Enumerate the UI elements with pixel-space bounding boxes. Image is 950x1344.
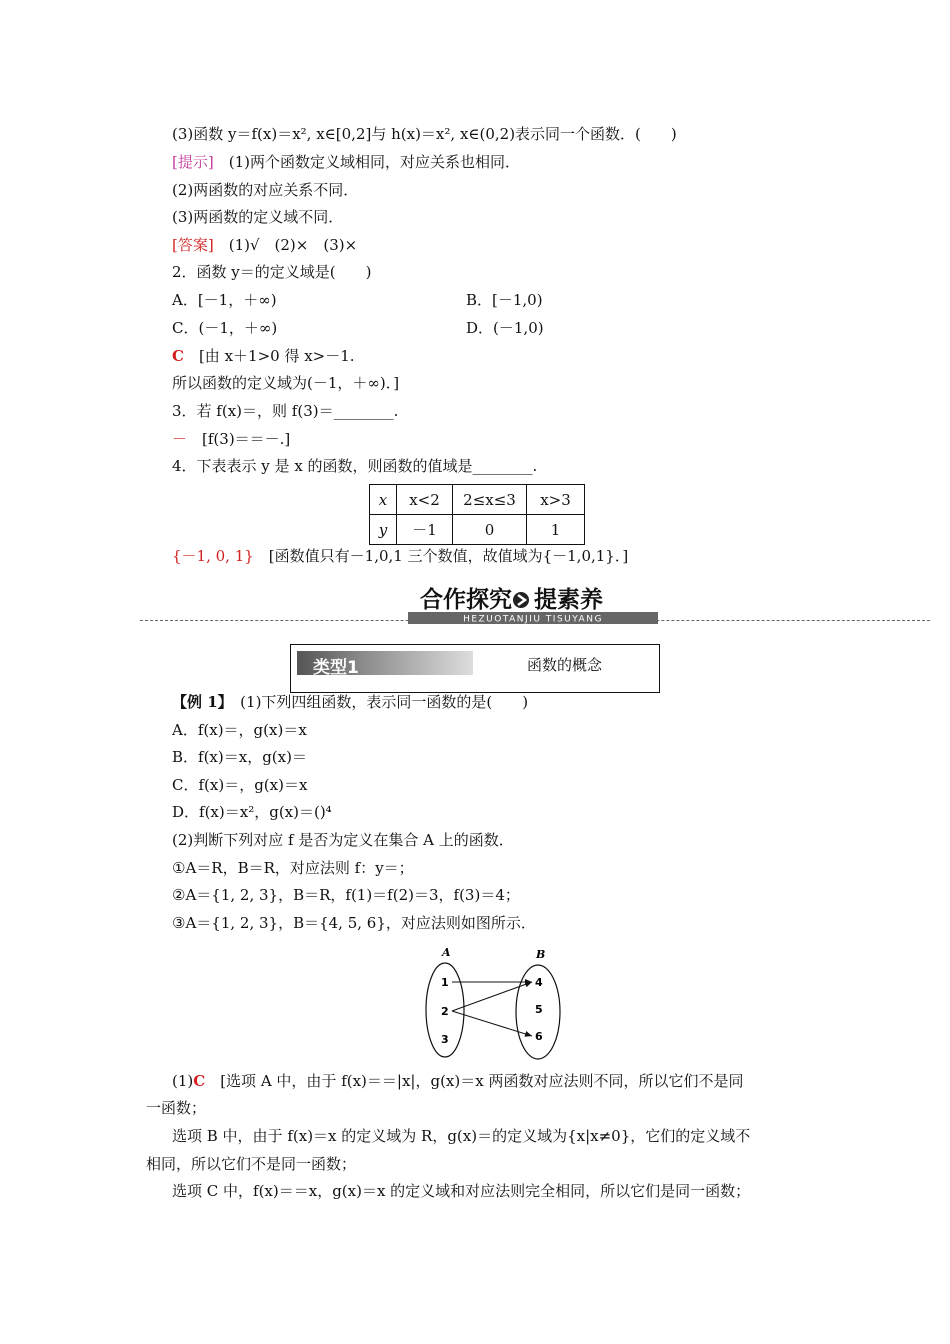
q2-option-a: A．[－1，＋∞) bbox=[172, 291, 277, 309]
answer-text: (1)√ (2)× (3)× bbox=[213, 236, 358, 254]
table-cell: 2≤x≤3 bbox=[453, 485, 527, 515]
type-heading-box bbox=[290, 644, 660, 693]
example1-stem-line bbox=[172, 692, 528, 712]
q3-answer-line bbox=[172, 429, 290, 449]
q2-answer-line bbox=[172, 346, 355, 366]
solution-answer-letter: C bbox=[193, 1072, 206, 1090]
table-row bbox=[370, 515, 585, 545]
set-b-element: 4 bbox=[535, 976, 543, 989]
solution-text-5: 选项 C 中，f(x)＝＝x，g(x)＝x 的定义域和对应法则完全相同，所以它们是同一函数； bbox=[172, 1182, 751, 1200]
set-a-element: 2 bbox=[441, 1005, 449, 1018]
table-cell: y bbox=[370, 515, 397, 545]
section-banner bbox=[408, 584, 658, 626]
mapping-diagram bbox=[420, 942, 570, 1062]
hint-text-3: (3)两函数的定义域不同． bbox=[172, 208, 344, 226]
hint-tag: [提示] bbox=[172, 153, 214, 171]
q3-answer-mark: － bbox=[172, 430, 188, 448]
banner-right-text: 提素养 bbox=[534, 587, 603, 613]
q4-answer: {－1, 0, 1} bbox=[172, 547, 254, 565]
type-label: 类型1 bbox=[313, 658, 359, 678]
solution-text-3: 选项 B 中，由于 f(x)＝x 的定义域为 R，g(x)＝的定义域为{x|x≠0}，它们的定义域不 bbox=[172, 1127, 751, 1145]
example1-part2: (2)判断下列对应 f 是否为定义在集合 A 上的函数． bbox=[172, 831, 514, 849]
example1-option-a: A．f(x)＝，g(x)＝x bbox=[172, 721, 307, 739]
answer-line bbox=[172, 235, 357, 255]
example1-stem: (1)下列四组函数，表示同一函数的是( ) bbox=[225, 693, 529, 711]
example1-item3: ③A＝{1, 2, 3}，B＝{4, 5, 6}，对应法则如图所示． bbox=[172, 914, 536, 932]
set-a-element: 1 bbox=[441, 976, 449, 989]
q2-option-d: D．(－1,0) bbox=[466, 319, 544, 337]
solution-line-1 bbox=[172, 1071, 743, 1091]
set-b-element: 6 bbox=[535, 1030, 543, 1043]
example1-tag: 【例 1】 bbox=[172, 693, 226, 711]
q3-stem: 3．若 f(x)＝，则 f(3)＝________. bbox=[172, 402, 399, 420]
hint-text-2: (2)两函数的对应关系不同． bbox=[172, 181, 359, 199]
table-cell: －1 bbox=[397, 515, 453, 545]
type-title: 函数的概念 bbox=[527, 656, 603, 674]
q4-answer-line bbox=[172, 546, 628, 566]
solution-text-1: [选项 A 中，由于 f(x)＝＝|x|，g(x)＝x 两函数对应法则不同，所以它们不是同 bbox=[205, 1072, 744, 1090]
hint-line bbox=[172, 152, 520, 172]
q3-explain: [f(3)＝＝－.] bbox=[187, 430, 291, 448]
set-a-label: A bbox=[442, 946, 451, 959]
q2-explain-2: 所以函数的定义域为(－1，＋∞)．] bbox=[172, 374, 400, 392]
mapping-arrow bbox=[452, 1011, 532, 1036]
set-b-element: 5 bbox=[535, 1003, 543, 1016]
example1-option-c: C．f(x)＝，g(x)＝x bbox=[172, 776, 308, 794]
q2-option-c: C．(－1，＋∞) bbox=[172, 319, 278, 337]
solution-text-2: 一函数； bbox=[146, 1099, 207, 1117]
table-row bbox=[370, 485, 585, 515]
q2-answer-letter: C bbox=[172, 347, 184, 365]
table-cell: x<2 bbox=[397, 485, 453, 515]
q4-stem: 4．下表表示 y 是 x 的函数，则函数的值域是________. bbox=[172, 457, 538, 475]
banner-subtitle: HEZUOTANJIU TISUYANG bbox=[463, 614, 603, 625]
example1-item2: ②A＝{1, 2, 3}，B＝R，f(1)＝f(2)＝3，f(3)＝4； bbox=[172, 886, 520, 904]
table-cell: 1 bbox=[527, 515, 585, 545]
example1-item1: ①A＝R，B＝R，对应法则 f：y＝； bbox=[172, 859, 414, 877]
value-table bbox=[369, 484, 585, 545]
table-cell: 0 bbox=[453, 515, 527, 545]
q3-judgement-line: (3)函数 y＝f(x)＝x², x∈[0,2]与 h(x)＝x², x∈(0,2)表示同一个函数．( ) bbox=[172, 125, 677, 143]
mapping-arrow bbox=[452, 982, 532, 1011]
example1-option-d: D．f(x)＝x²，g(x)＝()⁴ bbox=[172, 803, 332, 821]
hint-text-1: (1)两个函数定义域相同，对应关系也相同． bbox=[213, 153, 520, 171]
q2-option-b: B．[－1,0) bbox=[466, 291, 543, 309]
example1-option-b: B．f(x)＝x，g(x)＝ bbox=[172, 748, 307, 766]
q2-explain-1: [由 x＋1>0 得 x>－1. bbox=[183, 347, 355, 365]
q2-stem: 2．函数 y＝的定义域是( ) bbox=[172, 263, 372, 281]
set-a-element: 3 bbox=[441, 1033, 449, 1046]
banner-left-text: 合作探究 bbox=[420, 587, 512, 613]
solution-text-4: 相同，所以它们不是同一函数； bbox=[146, 1155, 357, 1173]
q4-explain: [函数值只有－1,0,1 三个数值，故值域为{－1,0,1}．] bbox=[253, 547, 629, 565]
answer-tag: [答案] bbox=[172, 236, 214, 254]
table-cell: x bbox=[370, 485, 397, 515]
set-b-label: B bbox=[536, 948, 546, 961]
solution-lead: (1) bbox=[172, 1072, 194, 1090]
table-cell: x>3 bbox=[527, 485, 585, 515]
